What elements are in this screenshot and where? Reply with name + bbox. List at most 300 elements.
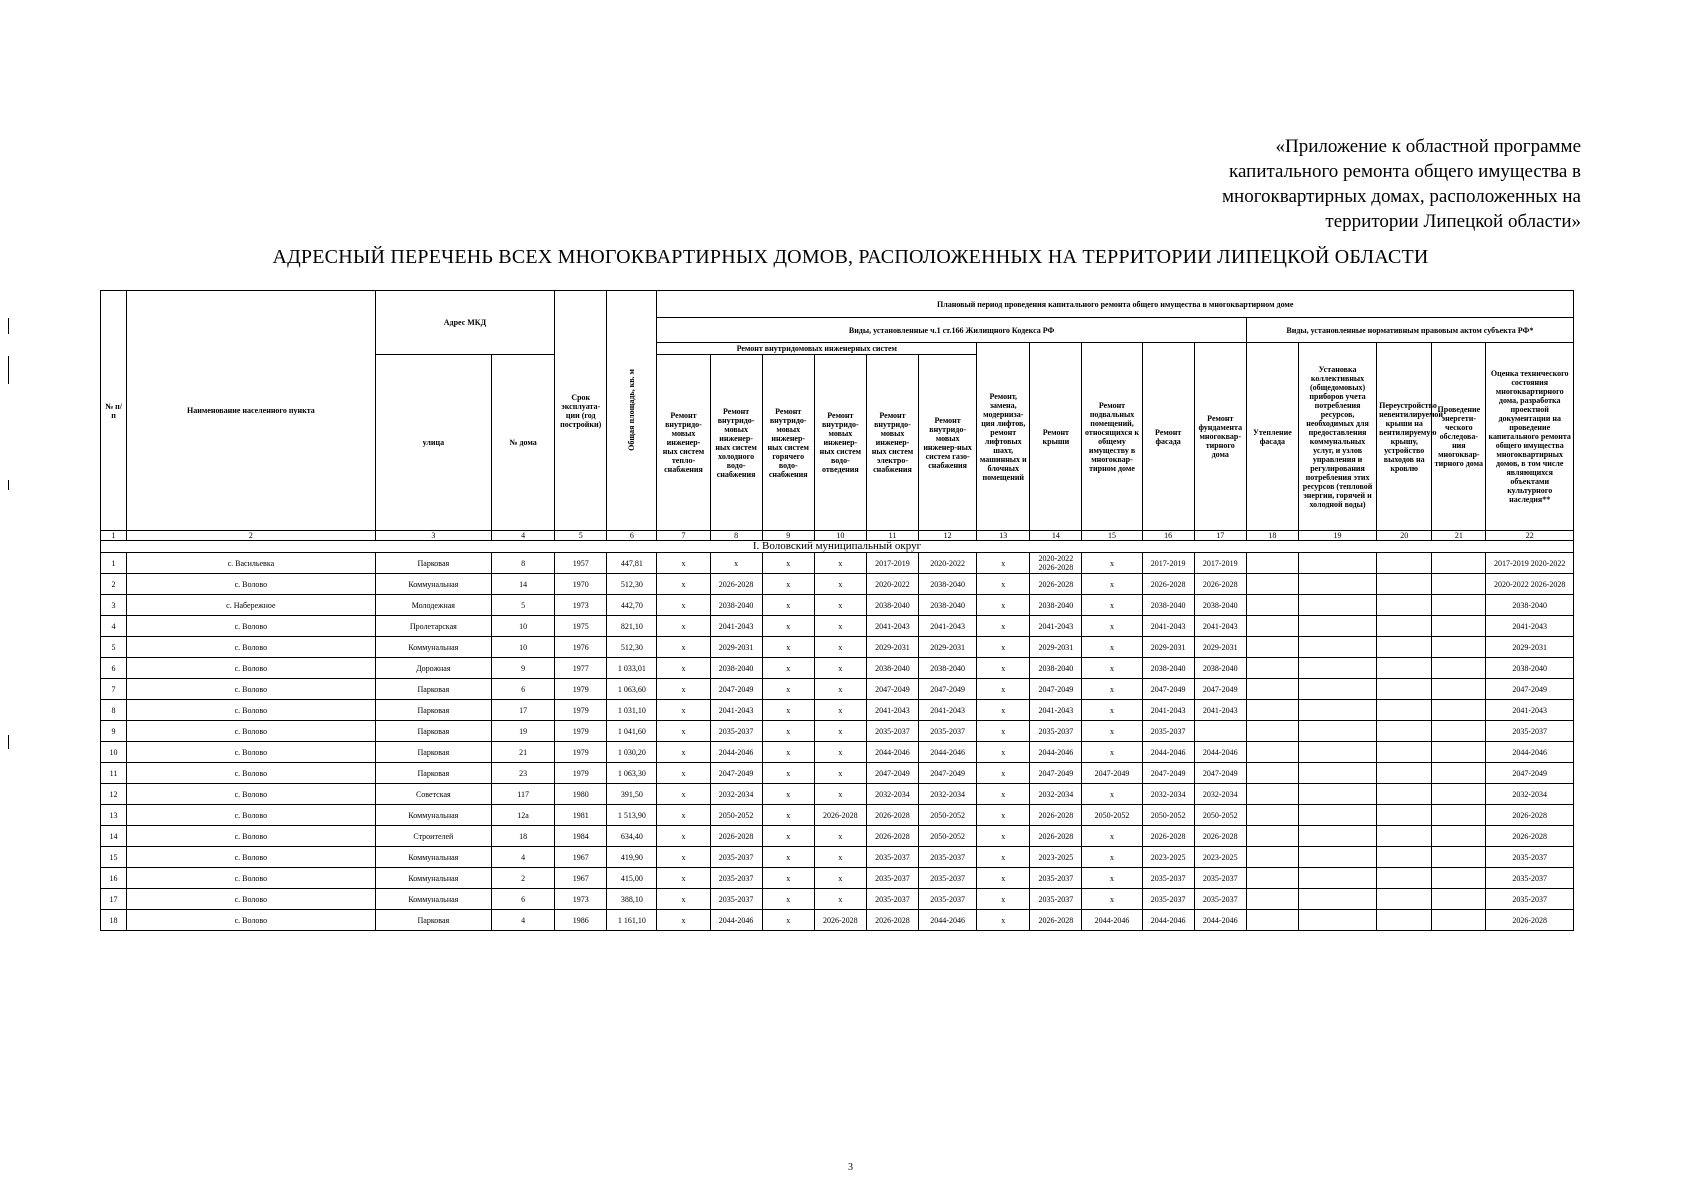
column-number: 9 <box>762 531 814 541</box>
table-cell: 1970 <box>555 574 607 595</box>
table-cell: х <box>977 700 1030 721</box>
street-cell: Советская <box>375 784 491 805</box>
table-cell: 2050-2052 <box>710 805 762 826</box>
table-cell: 2038-2040 <box>1142 658 1194 679</box>
table-cell: х <box>814 826 866 847</box>
table-cell: 2050-2052 <box>1194 805 1246 826</box>
settlement-cell: с. Волово <box>127 700 376 721</box>
table-cell: 2044-2046 <box>919 742 977 763</box>
table-cell <box>1246 868 1298 889</box>
table-cell: 2047-2049 <box>1486 763 1574 784</box>
table-cell: 2041-2043 <box>1486 700 1574 721</box>
settlement-cell: с. Волово <box>127 637 376 658</box>
table-cell: х <box>1082 679 1142 700</box>
settlement-cell: с. Волово <box>127 721 376 742</box>
table-cell: 2026-2028 <box>1030 910 1082 931</box>
header-c12: Ремонт внутридо-мовых инженер-ных систем газо-снабжения <box>919 355 977 531</box>
table-row <box>101 616 1574 637</box>
table-cell: х <box>977 889 1030 910</box>
table-cell: 2050-2052 <box>919 805 977 826</box>
table-cell <box>1246 721 1298 742</box>
table-cell <box>1432 763 1486 784</box>
settlement-cell: с. Волово <box>127 679 376 700</box>
table-cell: 2038-2040 <box>1030 658 1082 679</box>
table-cell: 2044-2046 <box>866 742 918 763</box>
table-cell <box>1377 658 1432 679</box>
street-cell: Строителей <box>375 826 491 847</box>
table-cell: 1984 <box>555 826 607 847</box>
table-row <box>101 637 1574 658</box>
table-cell: 2041-2043 <box>1486 616 1574 637</box>
table-cell: х <box>657 679 710 700</box>
row-number-cell: 5 <box>101 637 127 658</box>
table-cell: х <box>814 763 866 784</box>
table-cell: 2 <box>492 868 555 889</box>
table-cell: 2026-2028 <box>866 910 918 931</box>
table-cell: 1979 <box>555 742 607 763</box>
table-cell <box>1246 616 1298 637</box>
table-cell: 1 513,90 <box>607 805 657 826</box>
table-cell: 2035-2037 <box>1486 847 1574 868</box>
street-cell: Парковая <box>375 910 491 931</box>
table-cell: 2032-2034 <box>1030 784 1082 805</box>
table-cell: 2026-2028 <box>710 826 762 847</box>
table-cell: х <box>814 616 866 637</box>
table-cell: 2035-2037 <box>1030 868 1082 889</box>
table-cell: х <box>762 616 814 637</box>
table-cell: х <box>1082 742 1142 763</box>
header-c14: Ремонт крыши <box>1030 343 1082 531</box>
table-cell: х <box>762 595 814 616</box>
table-cell <box>1377 553 1432 574</box>
table-cell: 2035-2037 <box>866 889 918 910</box>
header-c11: Ремонт внутридо-мовых инженер-ных систем электро-снабжения <box>866 355 918 531</box>
table-cell: х <box>1082 595 1142 616</box>
table-cell <box>1246 595 1298 616</box>
street-cell: Парковая <box>375 553 491 574</box>
table-cell <box>1246 637 1298 658</box>
table-cell: 2035-2037 <box>1030 721 1082 742</box>
column-number: 16 <box>1142 531 1194 541</box>
table-cell <box>1377 637 1432 658</box>
table-cell: 2044-2046 <box>1082 910 1142 931</box>
table-cell: х <box>657 763 710 784</box>
table-cell: 512,30 <box>607 574 657 595</box>
row-number-cell: 3 <box>101 595 127 616</box>
settlement-cell: с. Волово <box>127 574 376 595</box>
table-cell: 2032-2034 <box>919 784 977 805</box>
table-cell: 6 <box>492 679 555 700</box>
table-cell: 2029-2031 <box>710 637 762 658</box>
table-cell <box>1246 574 1298 595</box>
header-c13: Ремонт, замена, модерниза-ция лифтов, ремонт лифтовых шахт, машинных и блочных помещений <box>977 343 1030 531</box>
column-number: 21 <box>1432 531 1486 541</box>
table-cell <box>1298 679 1376 700</box>
table-cell: 2041-2043 <box>1194 616 1246 637</box>
header-c9: Ремонт внутридо-мовых инженер-ных систем горячего водо-снабжения <box>762 355 814 531</box>
table-cell <box>1298 595 1376 616</box>
settlement-cell: с. Набережное <box>127 595 376 616</box>
table-cell <box>1432 595 1486 616</box>
table-cell: х <box>814 742 866 763</box>
table-cell: х <box>657 847 710 868</box>
table-cell <box>1432 805 1486 826</box>
column-number: 14 <box>1030 531 1082 541</box>
table-cell: 1 063,30 <box>607 763 657 784</box>
table-cell: 2041-2043 <box>710 616 762 637</box>
street-cell: Молодежная <box>375 595 491 616</box>
table-cell: 1986 <box>555 910 607 931</box>
table-cell: 2050-2052 <box>919 826 977 847</box>
table-cell: 2035-2037 <box>919 868 977 889</box>
street-cell: Дорожная <box>375 658 491 679</box>
street-cell: Парковая <box>375 679 491 700</box>
table-cell: 2047-2049 <box>710 763 762 784</box>
column-number: 17 <box>1194 531 1246 541</box>
table-cell <box>1432 679 1486 700</box>
table-cell <box>1246 805 1298 826</box>
table-cell: 2029-2031 <box>1142 637 1194 658</box>
table-cell: 2041-2043 <box>1142 616 1194 637</box>
table-cell: 442,70 <box>607 595 657 616</box>
header-no: № п/п <box>101 291 127 531</box>
table-cell: 2050-2052 <box>1082 805 1142 826</box>
table-cell: 2035-2037 <box>710 721 762 742</box>
table-cell: х <box>1082 784 1142 805</box>
table-cell <box>1246 763 1298 784</box>
table-cell: 2035-2037 <box>710 889 762 910</box>
table-cell: 2035-2037 <box>1194 889 1246 910</box>
table-cell: 1967 <box>555 847 607 868</box>
table-cell: 634,40 <box>607 826 657 847</box>
row-number-cell: 6 <box>101 658 127 679</box>
column-number: 13 <box>977 531 1030 541</box>
column-number: 18 <box>1246 531 1298 541</box>
table-cell: 2026-2028 <box>814 805 866 826</box>
table-cell: х <box>1082 700 1142 721</box>
column-number: 12 <box>919 531 977 541</box>
table-cell: х <box>1082 721 1142 742</box>
table-cell: х <box>657 889 710 910</box>
table-cell: х <box>762 574 814 595</box>
page-number: 3 <box>848 1162 853 1173</box>
table-cell: 821,10 <box>607 616 657 637</box>
row-number-cell: 7 <box>101 679 127 700</box>
table-cell: 2035-2037 <box>1486 889 1574 910</box>
header-regional-types: Виды, установленные нормативным правовым актом субъекта РФ* <box>1246 318 1573 343</box>
table-cell: 1975 <box>555 616 607 637</box>
table-cell: 1 033,01 <box>607 658 657 679</box>
table-cell: х <box>657 784 710 805</box>
table-cell: 2044-2046 <box>1030 742 1082 763</box>
table-cell: 2020-2022 <box>919 553 977 574</box>
row-number-cell: 18 <box>101 910 127 931</box>
table-cell <box>1377 616 1432 637</box>
table-cell: 2026-2028 <box>710 574 762 595</box>
street-cell: Парковая <box>375 721 491 742</box>
table-cell: 2044-2046 <box>710 742 762 763</box>
table-cell: 2038-2040 <box>1486 595 1574 616</box>
binding-mark <box>8 480 9 490</box>
table-cell: 12а <box>492 805 555 826</box>
table-cell <box>1377 784 1432 805</box>
table-cell: 2047-2049 <box>919 679 977 700</box>
table-cell: 2035-2037 <box>1030 889 1082 910</box>
table-cell: 2026-2028 <box>1030 574 1082 595</box>
table-row <box>101 889 1574 910</box>
table-cell: 2044-2046 <box>710 910 762 931</box>
table-cell: 2038-2040 <box>919 595 977 616</box>
table-cell: 2035-2037 <box>1194 868 1246 889</box>
settlement-cell: с. Васильевка <box>127 553 376 574</box>
header-house: № дома <box>492 355 555 531</box>
table-cell: х <box>977 868 1030 889</box>
table-cell: х <box>762 637 814 658</box>
table-cell: 6 <box>492 889 555 910</box>
table-cell <box>1298 637 1376 658</box>
table-cell <box>1432 868 1486 889</box>
table-cell: х <box>657 910 710 931</box>
table-cell <box>1298 784 1376 805</box>
table-cell: 2029-2031 <box>1030 637 1082 658</box>
table-cell: х <box>1082 574 1142 595</box>
table-cell <box>1377 679 1432 700</box>
table-cell: 2047-2049 <box>1030 763 1082 784</box>
appendix-line: территории Липецкой области» <box>1325 211 1581 232</box>
table-cell <box>1298 721 1376 742</box>
table-cell: х <box>814 574 866 595</box>
table-cell: 2026-2028 <box>1486 826 1574 847</box>
table-cell: 2035-2037 <box>1142 868 1194 889</box>
table-cell <box>1377 763 1432 784</box>
table-cell: х <box>657 553 710 574</box>
table-cell: х <box>977 805 1030 826</box>
table-cell: х <box>1082 616 1142 637</box>
table-cell <box>1298 826 1376 847</box>
table-cell: х <box>657 742 710 763</box>
street-cell: Коммунальная <box>375 889 491 910</box>
table-cell <box>1432 553 1486 574</box>
header-c8: Ремонт внутридо-мовых инженер-ных систем холодного водо-снабжения <box>710 355 762 531</box>
table-cell: 23 <box>492 763 555 784</box>
table-cell: 2035-2037 <box>866 868 918 889</box>
column-number: 5 <box>555 531 607 541</box>
table-cell: 1979 <box>555 700 607 721</box>
table-cell: х <box>977 826 1030 847</box>
table-cell: х <box>977 784 1030 805</box>
table-cell: 5 <box>492 595 555 616</box>
column-number: 15 <box>1082 531 1142 541</box>
street-cell: Коммунальная <box>375 574 491 595</box>
table-cell: 2047-2049 <box>1486 679 1574 700</box>
column-number: 7 <box>657 531 710 541</box>
table-row <box>101 847 1574 868</box>
header-street: улица <box>375 355 491 531</box>
table-cell: 1979 <box>555 763 607 784</box>
table-cell: 2023-2025 <box>1194 847 1246 868</box>
table-cell: 2020-2022 2026-2028 <box>1486 574 1574 595</box>
table-cell: 1957 <box>555 553 607 574</box>
table-cell: 2017-2019 <box>1194 553 1246 574</box>
header-engineering: Ремонт внутридомовых инженерных систем <box>657 343 977 355</box>
appendix-line: капитального ремонта общего имущества в <box>1229 161 1581 182</box>
header-year: Срок эксплуата-ции (год постройки) <box>555 291 607 531</box>
table-cell <box>1246 700 1298 721</box>
table-cell: 2026-2028 <box>866 805 918 826</box>
header-c18: Утепление фасада <box>1246 343 1298 531</box>
table-row <box>101 742 1574 763</box>
table-cell: 10 <box>492 616 555 637</box>
table-cell: 2041-2043 <box>919 616 977 637</box>
table-cell: 21 <box>492 742 555 763</box>
row-number-cell: 16 <box>101 868 127 889</box>
table-cell <box>1432 700 1486 721</box>
table-row <box>101 826 1574 847</box>
table-cell: 2038-2040 <box>1030 595 1082 616</box>
table-cell: х <box>710 553 762 574</box>
column-number: 22 <box>1486 531 1574 541</box>
table-cell <box>1377 721 1432 742</box>
table-cell <box>1194 721 1246 742</box>
row-number-cell: 17 <box>101 889 127 910</box>
table-cell: х <box>657 574 710 595</box>
table-cell: 1 041,60 <box>607 721 657 742</box>
table-cell: 10 <box>492 637 555 658</box>
table-cell: 2044-2046 <box>1142 910 1194 931</box>
table-cell: 2041-2043 <box>1194 700 1246 721</box>
table-cell <box>1298 889 1376 910</box>
table-cell: х <box>977 721 1030 742</box>
table-cell: 2017-2019 <box>1142 553 1194 574</box>
header-c20: Переустройство невентилируемой крыши на вентилируемую крышу, устройство выходов на кровлю <box>1377 343 1432 531</box>
table-cell: 391,50 <box>607 784 657 805</box>
header-c16: Ремонт фасада <box>1142 343 1194 531</box>
column-number: 11 <box>866 531 918 541</box>
table-cell: 19 <box>492 721 555 742</box>
table-cell: х <box>762 742 814 763</box>
header-c7: Ремонт внутридо-мовых инженер-ных систем тепло-снабжения <box>657 355 710 531</box>
column-number-row <box>101 531 1574 541</box>
table-row <box>101 574 1574 595</box>
table-cell: х <box>1082 637 1142 658</box>
table-cell <box>1377 574 1432 595</box>
binding-mark <box>8 356 9 384</box>
settlement-cell: с. Волово <box>127 658 376 679</box>
table-cell: 2044-2046 <box>1194 910 1246 931</box>
table-cell: 2038-2040 <box>1486 658 1574 679</box>
table-cell: х <box>1082 889 1142 910</box>
table-cell <box>1377 700 1432 721</box>
table-cell: 2032-2034 <box>1486 784 1574 805</box>
table-cell: х <box>977 616 1030 637</box>
table-cell: 2038-2040 <box>1194 658 1246 679</box>
settlement-cell: с. Волово <box>127 763 376 784</box>
table-cell: 2044-2046 <box>1486 742 1574 763</box>
table-cell: 2023-2025 <box>1142 847 1194 868</box>
table-cell: 2038-2040 <box>919 658 977 679</box>
table-cell: х <box>657 595 710 616</box>
table-cell: 2035-2037 <box>919 847 977 868</box>
row-number-cell: 14 <box>101 826 127 847</box>
table-cell: х <box>814 868 866 889</box>
street-cell: Коммунальная <box>375 805 491 826</box>
table-cell: 2026-2028 <box>1194 574 1246 595</box>
table-cell <box>1246 658 1298 679</box>
table-cell: 1 161,10 <box>607 910 657 931</box>
table-cell: х <box>814 637 866 658</box>
table-cell: 2032-2034 <box>1142 784 1194 805</box>
table-cell: х <box>657 721 710 742</box>
settlement-cell: с. Волово <box>127 742 376 763</box>
table-cell: х <box>1082 847 1142 868</box>
table-row <box>101 553 1574 574</box>
street-cell: Коммунальная <box>375 637 491 658</box>
table-cell: 2038-2040 <box>866 595 918 616</box>
table-cell: 1967 <box>555 868 607 889</box>
table-cell <box>1432 616 1486 637</box>
table-cell: 2029-2031 <box>919 637 977 658</box>
column-number: 19 <box>1298 531 1376 541</box>
table-cell: 2044-2046 <box>919 910 977 931</box>
table-cell <box>1298 742 1376 763</box>
table-cell <box>1432 658 1486 679</box>
table-cell: 4 <box>492 910 555 931</box>
table-cell: 2029-2031 <box>866 637 918 658</box>
table-cell: 2026-2028 <box>1194 826 1246 847</box>
table-cell: 388,10 <box>607 889 657 910</box>
table-row <box>101 700 1574 721</box>
table-cell <box>1298 910 1376 931</box>
table-cell: х <box>762 721 814 742</box>
table-cell <box>1432 889 1486 910</box>
table-cell: 2020-2022 <box>866 574 918 595</box>
house-register-table <box>100 290 1574 931</box>
table-cell <box>1377 868 1432 889</box>
table-cell: х <box>977 637 1030 658</box>
table-cell: 2026-2028 <box>1142 574 1194 595</box>
table-cell: 2041-2043 <box>1030 616 1082 637</box>
table-cell: х <box>762 784 814 805</box>
table-cell: 2035-2037 <box>919 721 977 742</box>
section-title: I. Воловский муниципальный округ <box>101 541 1574 553</box>
street-cell: Парковая <box>375 700 491 721</box>
table-cell: 2035-2037 <box>1142 721 1194 742</box>
row-number-cell: 4 <box>101 616 127 637</box>
table-cell: х <box>762 826 814 847</box>
table-cell: 2038-2040 <box>866 658 918 679</box>
table-cell: х <box>762 679 814 700</box>
header-settlement: Наименование населенного пункта <box>127 291 376 531</box>
table-cell <box>1377 805 1432 826</box>
table-cell: 2035-2037 <box>1486 721 1574 742</box>
table-cell: 2026-2028 <box>814 910 866 931</box>
table-cell <box>1377 889 1432 910</box>
table-cell: х <box>814 553 866 574</box>
table-cell <box>1298 574 1376 595</box>
row-number-cell: 13 <box>101 805 127 826</box>
column-number: 2 <box>127 531 376 541</box>
table-cell: 2035-2037 <box>866 847 918 868</box>
row-number-cell: 12 <box>101 784 127 805</box>
table-cell: 2035-2037 <box>1142 889 1194 910</box>
column-number: 1 <box>101 531 127 541</box>
row-number-cell: 8 <box>101 700 127 721</box>
table-cell: 2026-2028 <box>1486 805 1574 826</box>
table-cell: 1979 <box>555 679 607 700</box>
table-cell: х <box>762 658 814 679</box>
table-cell: 18 <box>492 826 555 847</box>
table-cell: 1979 <box>555 721 607 742</box>
